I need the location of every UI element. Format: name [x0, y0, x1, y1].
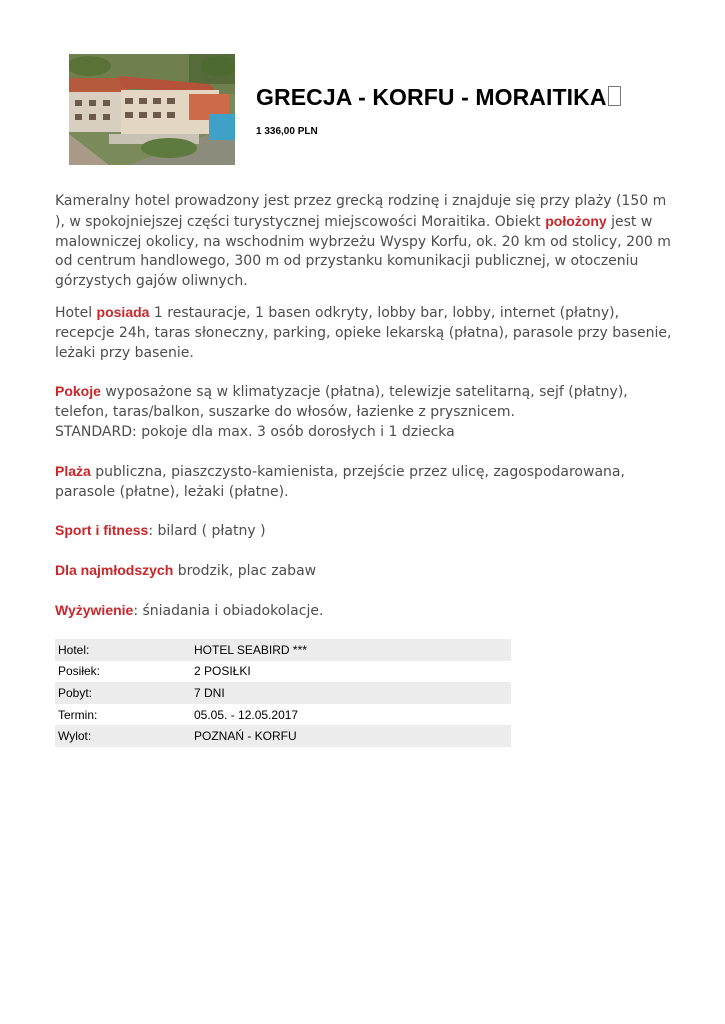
standard-text: STANDARD: pokoje dla max. 3 osób dorosłych i 1 dziecka — [55, 423, 455, 440]
price: 1 336,00 PLN — [256, 126, 318, 137]
page-title — [256, 84, 621, 111]
detail-label: Pobyt: — [58, 685, 93, 700]
detail-value: 05.05. - 12.05.2017 — [194, 707, 299, 722]
intro-paragraph — [55, 192, 675, 292]
rooms-paragraph — [55, 382, 675, 442]
table-row — [55, 639, 511, 661]
hotel-photo-illustration — [69, 54, 235, 165]
kids-text: brodzik, plac zabaw — [173, 563, 317, 580]
detail-label: Termin: — [58, 707, 98, 722]
sport-paragraph — [55, 521, 675, 542]
detail-label: Posiłek: — [58, 664, 101, 679]
detail-value: POZNAŃ - KORFU — [194, 729, 297, 744]
beach-label: Plaża — [55, 462, 91, 479]
kids-paragraph — [55, 561, 675, 582]
food-label: Wyżywienie — [55, 601, 134, 618]
has-text: 1 restauracje, 1 basen odkryty, lobby bar, lobby, internet (płatny), recepcje 24h, taras słoneczny, parking, opieke lekarską (płatna), parasole przy basenie, leżaki przy basenie. — [55, 304, 672, 361]
trip-details-table — [55, 639, 511, 747]
sport-text: : bilard ( płatny ) — [148, 523, 266, 540]
table-row — [55, 704, 511, 726]
table-row — [55, 661, 511, 683]
food-paragraph — [55, 601, 675, 622]
located-text: jest w malowniczej okolicy, na wschodnim wybrzeżu Wyspy Korfu, ok. 20 km od stolicy, 200 m od centrum handlowego, 300 m od przystanku komunikacji publicznej, w otoczeniu górzystych gajów oliwnych. — [55, 213, 671, 290]
table-row — [55, 725, 511, 747]
detail-value: 7 DNI — [194, 685, 225, 700]
food-text: : śniadania i obiadokolacje. — [133, 602, 324, 619]
title-text: GRECJA - KORFU - MORAITIKA — [256, 84, 607, 110]
rooms-text: wyposażone są w klimatyzacje (płatna), telewizje satelitarną, sejf (płatny), telefon, taras/balkon, suszarke do włosów, łazienke z prysznicem. — [55, 384, 628, 421]
beach-text: publiczna, piaszczysto-kamienista, przejście przez ulicę, zagospodarowana, parasole (płatne), leżaki (płatne). — [55, 463, 625, 500]
hotel-prefix: Hotel — [55, 304, 97, 321]
beach-paragraph — [55, 462, 675, 503]
detail-label: Wylot: — [58, 729, 92, 744]
located-label: położony — [545, 212, 607, 229]
facilities-paragraph — [55, 303, 675, 363]
detail-value: HOTEL SEABIRD *** — [194, 642, 307, 657]
intro-text: Kameralny hotel prowadzony jest przez grecką rodzinę i znajduje się przy plaży (150 m ), w spokojniejszej części turystycznej miejscowości Moraitika. Obiekt — [55, 193, 667, 230]
table-row — [55, 682, 511, 704]
detail-value: 2 POSIŁKI — [194, 664, 251, 679]
missing-glyph-box — [608, 86, 621, 106]
sport-label: Sport i fitness — [55, 522, 149, 539]
rooms-label: Pokoje — [55, 383, 101, 400]
has-label: posiada — [96, 303, 150, 320]
hotel-description — [55, 192, 675, 622]
detail-label: Hotel: — [58, 642, 90, 657]
hotel-photo — [69, 54, 235, 165]
kids-label: Dla najmłodszych — [55, 562, 174, 579]
